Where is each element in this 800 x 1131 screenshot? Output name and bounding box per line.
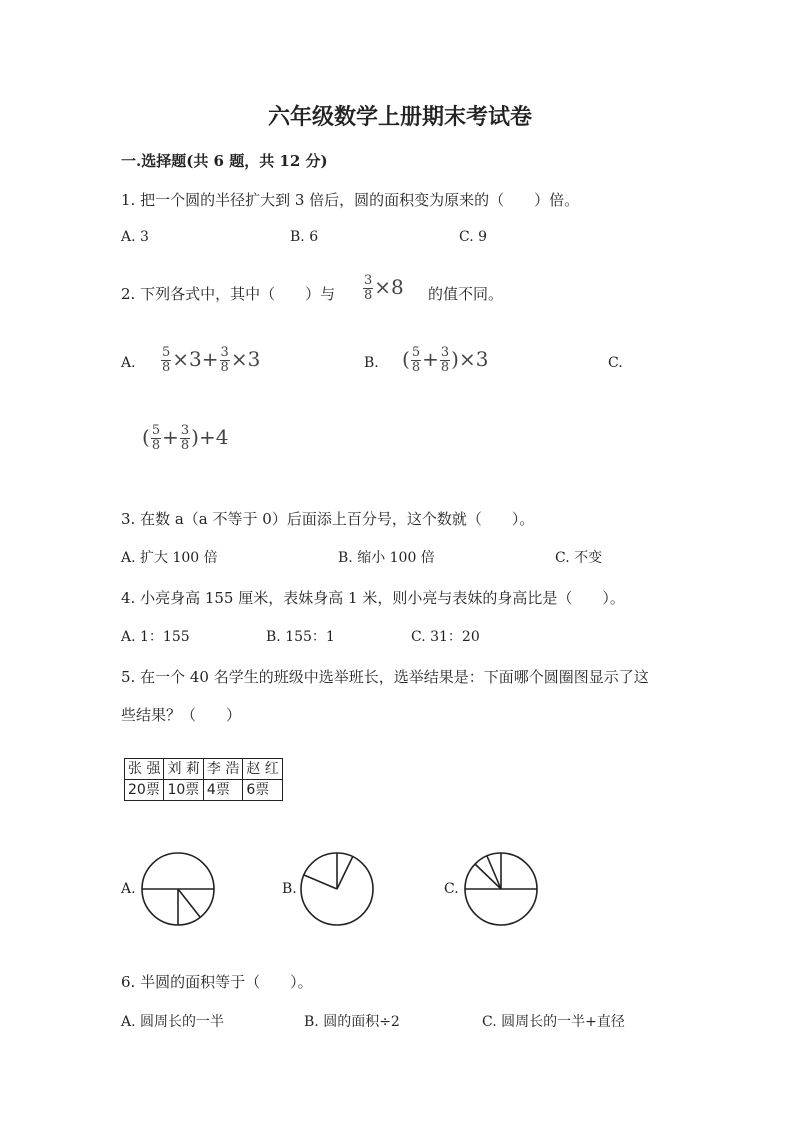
q4-option-a[interactable]: A. 1：155 <box>121 629 190 645</box>
question-6: 6. 半圆的面积等于（ ）。 <box>121 973 313 991</box>
question-4: 4. 小亮身高 155 厘米，表妹身高 1 米，则小亮与表妹的身高比是（ ）。 <box>121 589 625 607</box>
question-5-line-1: 5. 在一个 40 名学生的班级中选举班长，选举结果是：下面哪个圆圈图显示了这 <box>121 668 649 686</box>
q2-main-expression: $\frac{3}{8}$ ×8 <box>364 273 404 303</box>
question-3: 3. 在数 a（a 不等于 0）后面添上百分号，这个数就（ ）。 <box>121 510 535 528</box>
q5-option-c-pie[interactable] <box>463 851 539 927</box>
q5-option-a-label[interactable]: A. <box>121 881 136 897</box>
q2-option-c-expression[interactable]: ( $\frac{5}{8}$ + $\frac{3}{8}$ )+4 <box>142 423 229 453</box>
table-cell-votes: 20票 <box>125 780 164 801</box>
q3-option-c[interactable]: C. 不变 <box>555 550 603 566</box>
table-cell-votes: 4票 <box>203 780 242 801</box>
q6-option-c[interactable]: C. 圆周长的一半+直径 <box>482 1014 625 1030</box>
table-cell-name: 张 强 <box>125 759 164 780</box>
q2-option-a-expression[interactable]: $\frac{5}{8}$ ×3+ $\frac{3}{8}$ ×3 <box>162 345 261 375</box>
table-cell-votes: 6票 <box>243 780 282 801</box>
table-cell-name: 李 浩 <box>203 759 242 780</box>
q3-option-b[interactable]: B. 缩小 100 倍 <box>338 550 435 566</box>
table-row <box>125 780 283 801</box>
q1-option-b[interactable]: B. 6 <box>290 229 319 245</box>
q4-option-c[interactable]: C. 31：20 <box>411 629 480 645</box>
q1-option-a[interactable]: A. 3 <box>121 229 149 245</box>
q2-option-c-label[interactable]: C. <box>608 355 623 371</box>
question-2-prefix: 2. 下列各式中，其中（ ）与 <box>121 285 336 303</box>
q6-option-b[interactable]: B. 圆的面积÷2 <box>304 1014 400 1030</box>
votes-table <box>124 758 283 801</box>
q5-option-c-label[interactable]: C. <box>444 881 459 897</box>
table-row <box>125 759 283 780</box>
question-5-line-2: 些结果？（ ） <box>121 706 242 724</box>
table-cell-name: 刘 莉 <box>164 759 203 780</box>
page-title: 六年级数学上册期末考试卷 <box>267 104 532 130</box>
table-cell-votes: 10票 <box>164 780 203 801</box>
q3-option-a[interactable]: A. 扩大 100 倍 <box>121 550 218 566</box>
table-cell-name: 赵 红 <box>243 759 282 780</box>
q4-option-b[interactable]: B. 155：1 <box>266 629 335 645</box>
q5-option-b-label[interactable]: B. <box>282 881 297 897</box>
q5-option-b-pie[interactable] <box>299 851 375 927</box>
q2-option-a-label[interactable]: A. <box>121 355 136 371</box>
q2-option-b-expression[interactable]: ( $\frac{5}{8}$ + $\frac{3}{8}$ )×3 <box>402 345 489 375</box>
question-2-suffix: 的值不同。 <box>428 285 504 303</box>
question-1: 1. 把一个圆的半径扩大到 3 倍后，圆的面积变为原来的（ ）倍。 <box>121 191 580 209</box>
q5-option-a-pie[interactable] <box>140 851 216 927</box>
section-heading: 一.选择题(共 6 题，共 12 分) <box>121 152 328 170</box>
q6-option-a[interactable]: A. 圆周长的一半 <box>121 1014 225 1030</box>
q1-option-c[interactable]: C. 9 <box>459 229 488 245</box>
q2-option-b-label[interactable]: B. <box>364 355 379 371</box>
